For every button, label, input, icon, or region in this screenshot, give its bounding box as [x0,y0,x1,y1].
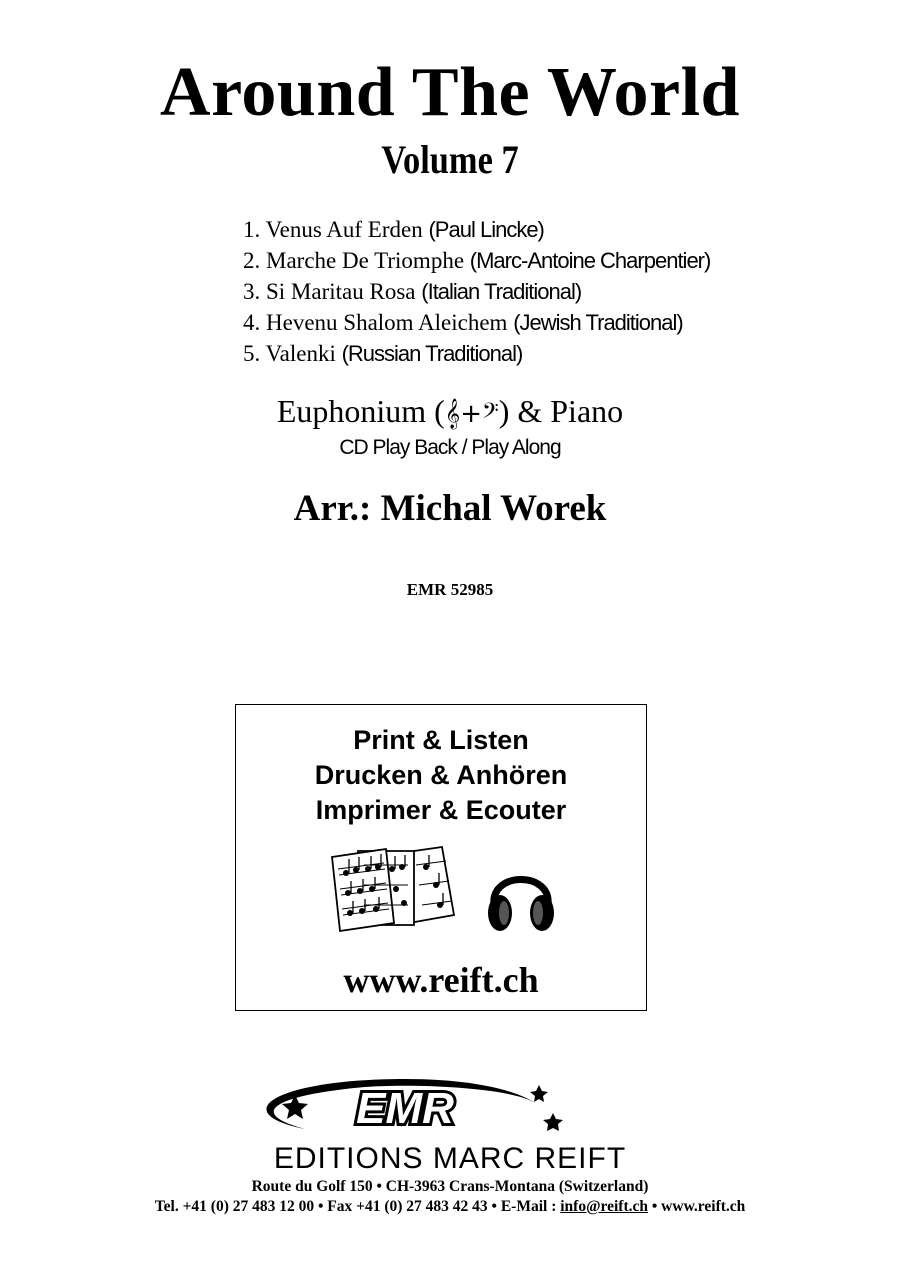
volume-subtitle: Volume 7 [381,137,519,182]
track-list [243,214,710,369]
track-composer: (Italian Traditional) [421,279,582,304]
track-composer: (Jewish Traditional) [513,310,683,335]
track-composer: (Paul Lincke) [428,217,544,242]
publisher-name: EDITIONS MARC REIFT [273,1142,627,1175]
catalog-code: EMR 52985 [406,580,494,599]
email-link[interactable]: info@reift.ch [560,1198,648,1215]
promo-line-de: Drucken & Anhören [314,760,568,790]
track-composer: (Russian Traditional) [341,341,523,366]
track-item [243,214,710,245]
publisher-contact: Tel. +41 (0) 27 483 12 00 • Fax +41 (0) 27 483 42 43 • E-Mail : info@reift.ch • www.reift.ch [154,1198,746,1215]
arranger: Arr.: Michal Worek [293,488,607,529]
track-title: 4. Hevenu Shalom Aleichem [243,310,508,335]
emr-logo [235,1073,575,1143]
logo-text: EMR [356,1084,454,1133]
sheet-music-icon [328,845,458,940]
headphones-icon [486,857,556,937]
print-listen-box [235,704,647,1011]
track-item [243,338,710,369]
track-item [243,245,710,276]
clefs-icon: 𝄞+𝄢 [444,399,499,429]
instrumentation: Euphonium (𝄞+𝄢) & Piano [276,393,624,429]
track-title: 1. Venus Auf Erden [243,217,423,242]
track-item [243,276,710,307]
track-item [243,307,710,338]
publisher-address: Route du Golf 150 • CH-3963 Crans-Montana (Switzerland) [251,1178,649,1195]
promo-line-en: Print & Listen [353,725,529,755]
track-composer: (Marc-Antoine Charpentier) [469,248,711,273]
promo-url[interactable]: www.reift.ch [343,960,539,1000]
track-title: 5. Valenki [243,341,336,366]
page-title: Around The World [160,54,740,131]
track-title: 2. Marche De Triomphe [243,248,465,273]
track-title: 3. Si Maritau Rosa [243,279,416,304]
promo-line-fr: Imprimer & Ecouter [315,795,567,825]
cd-playback-note: CD Play Back / Play Along [339,436,561,459]
